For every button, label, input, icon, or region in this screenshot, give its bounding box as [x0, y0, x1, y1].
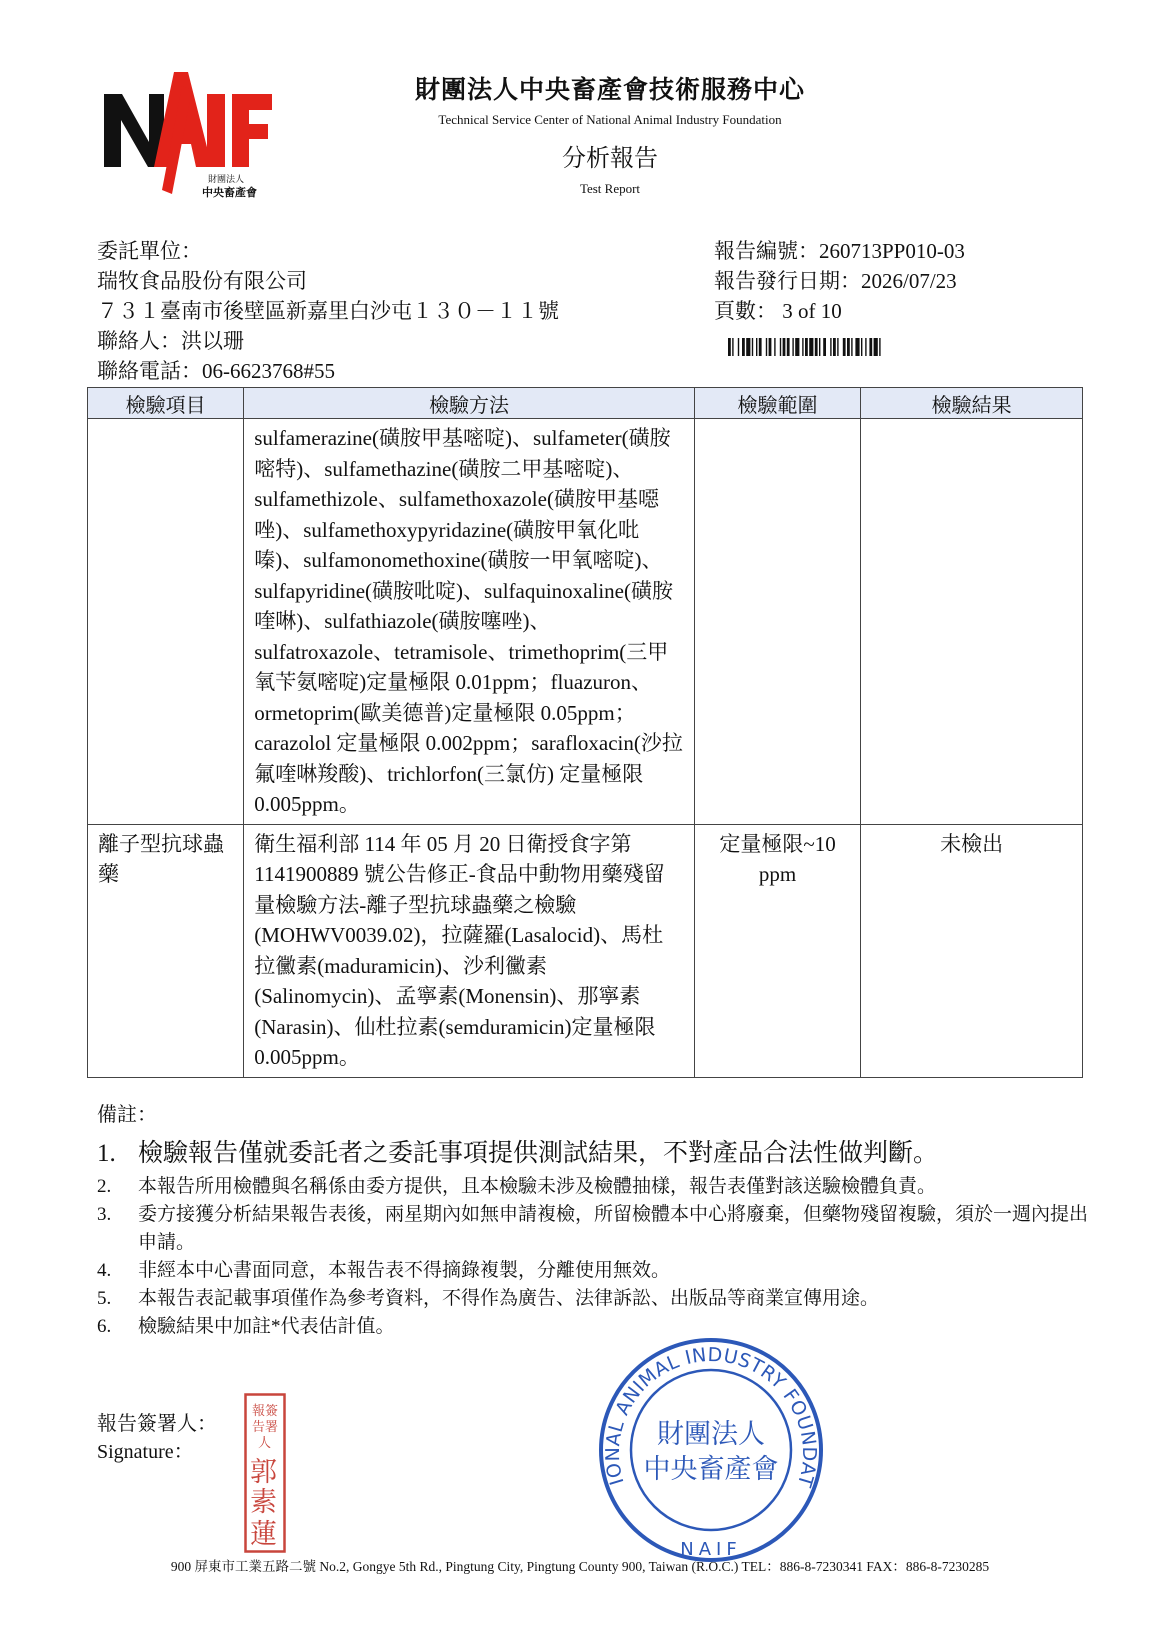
signature-label-en: Signature：: [97, 1441, 194, 1463]
client-name: 瑞牧食品股份有限公司: [97, 269, 307, 293]
table-row: [88, 824, 1083, 1077]
header-test-method: 檢驗方法: [244, 388, 695, 419]
cell-result: 未檢出: [861, 824, 1083, 1077]
report-info: [714, 236, 965, 326]
svg-text:告署: 告署: [252, 1420, 279, 1435]
client-label: 委託單位：: [97, 239, 202, 263]
signature-label: [97, 1410, 217, 1466]
results-table: [87, 387, 1083, 1078]
note-text: 本報告所用檢體與名稱係由委方提供，且本檢驗未涉及檢體抽樣，報告表僅對該送驗檢體負責。: [138, 1176, 937, 1197]
report-number: 報告編號：260713PP010-03: [714, 239, 965, 263]
svg-text:中央畜產會: 中央畜產會: [643, 1454, 779, 1485]
svg-text:財團法人: 財團法人: [657, 1419, 765, 1450]
notes-title: 備註：: [97, 1104, 157, 1126]
barcode: [728, 338, 998, 356]
note-number: 1.: [97, 1140, 116, 1167]
note-number: 4.: [97, 1260, 112, 1281]
official-seal: [596, 1335, 826, 1565]
doc-title: 分析報告: [562, 144, 658, 172]
header-test-result: 檢驗結果: [861, 388, 1083, 419]
note-number: 2.: [97, 1176, 112, 1197]
svg-text:郭: 郭: [250, 1457, 277, 1488]
notes-section: [97, 1098, 1097, 1341]
naif-logo-graphic: [104, 72, 284, 207]
cell-result: [861, 419, 1083, 825]
note-item: [97, 1285, 1097, 1313]
cell-range: 定量極限~10 ppm: [694, 824, 860, 1077]
client-address: ７３１臺南市後壁區新嘉里白沙屯１３０－１１號: [97, 299, 559, 323]
report-header: [330, 70, 890, 197]
naif-logo: [104, 72, 284, 207]
header-test-item: 檢驗項目: [88, 388, 244, 419]
note-number: 3.: [97, 1204, 112, 1225]
note-text: 非經本中心書面同意，本報告表不得摘錄複製，分離使用無效。: [138, 1260, 671, 1281]
cell-method: sulfamerazine(磺胺甲基嘧啶)、sulfameter(磺胺嘧特)、sulfamethazine(磺胺二甲基嘧啶)、sulfamethizole、sulfamethoxazole(磺胺甲基噁唑)、sulfamethoxypyridazine(磺胺甲氧化吡嗪)、sulfamonomethoxine(磺胺一甲氧嘧啶)、sulfapyridine(磺胺吡啶)、sulfaquinoxaline(磺胺喹啉)、sulfathiazole(磺胺噻唑)、sulfatroxazole、tetramisole、trimethoprim(三甲氧苄氨嘧啶)定量極限 0.01ppm；fluazuron、ormetoprim(歐美德普)定量極限 0.05ppm；carazolol 定量極限 0.002ppm；sarafloxacin(沙拉氟喹啉羧酸)、trichlorfon(三氯仿) 定量極限 0.005ppm。: [244, 419, 695, 825]
client-info: [97, 236, 559, 386]
note-item: [97, 1173, 1097, 1201]
svg-text:報簽: 報簽: [252, 1404, 279, 1419]
svg-text:人: 人: [258, 1436, 272, 1451]
table-row: [88, 419, 1083, 825]
cell-item: 離子型抗球蟲藥: [88, 824, 244, 1077]
report-issue-date: 報告發行日期：2026/07/23: [714, 269, 957, 293]
client-phone: 聯絡電話：06-6623768#55: [97, 359, 335, 383]
cell-range: [694, 419, 860, 825]
note-item: [97, 1201, 1097, 1257]
signature-stamp-graphic: [244, 1393, 286, 1553]
org-title-en: Technical Service Center of National Animal Industry Foundation: [438, 112, 782, 127]
svg-text:素: 素: [250, 1487, 277, 1518]
svg-text:財團法人: 財團法人: [208, 175, 245, 185]
cell-method: 衛生福利部 114 年 05 月 20 日衛授食字第 1141900889 號公告修正-食品中動物用藥殘留量檢驗方法-離子型抗球蟲藥之檢驗(MOHWV0039.02)，拉薩羅(Lasalocid)、馬杜拉黴素(maduramicin)、沙利黴素(Salinomycin)、孟寧素(Monensin)、那寧素(Narasin)、仙杜拉素(semduramicin)定量極限 0.005ppm。: [244, 824, 695, 1077]
official-seal-graphic: [596, 1335, 826, 1565]
doc-title-en: Test Report: [579, 181, 641, 196]
signature-label-zh: 報告簽署人：: [97, 1413, 217, 1435]
note-text: 檢驗報告僅就委託者之委託事項提供測試結果，不對產品合法性做判斷。: [138, 1140, 939, 1167]
table-header-row: [88, 388, 1083, 419]
note-item: [97, 1257, 1097, 1285]
note-text: 本報告表記載事項僅作為參考資料，不得作為廣告、法律訴訟、出版品等商業宣傳用途。: [138, 1288, 880, 1309]
footer-address: 900 屏東市工業五路二號 No.2, Gongye 5th Rd., Pingtung City, Pingtung County 900, Taiwan (R.O.C.) TEL：886-8-7230341 FAX：886-8-7230285: [170, 1559, 990, 1574]
note-number: 6.: [97, 1316, 112, 1337]
cell-item: [88, 419, 244, 825]
org-title: 財團法人中央畜產會技術服務中心: [414, 75, 805, 104]
barcode-graphic: [728, 338, 998, 356]
report-pages: 頁數： 3 of 10: [714, 299, 842, 323]
note-number: 5.: [97, 1288, 112, 1309]
client-contact: 聯絡人：洪以珊: [97, 329, 244, 353]
svg-text:蓮: 蓮: [250, 1519, 277, 1550]
signature-stamp: [244, 1393, 286, 1553]
svg-text:NATIONAL ANIMAL INDUSTRY FOUND: IONAL ANIMAL INDUSTRY FOUNDAT: [601, 1343, 821, 1490]
note-text: 檢驗結果中加註*代表估計值。: [138, 1316, 395, 1337]
header-test-range: 檢驗範圍: [694, 388, 860, 419]
note-item: [97, 1135, 1097, 1173]
note-text: 委方接獲分析結果報告表後，兩星期內如無申請複檢，所留檢體本中心將廢棄，但藥物殘留複驗，須於一週內提出申請。: [138, 1204, 1089, 1253]
svg-text:中央畜產會: 中央畜產會: [202, 186, 257, 199]
svg-text:NAIF: NAIF: [680, 1539, 742, 1560]
